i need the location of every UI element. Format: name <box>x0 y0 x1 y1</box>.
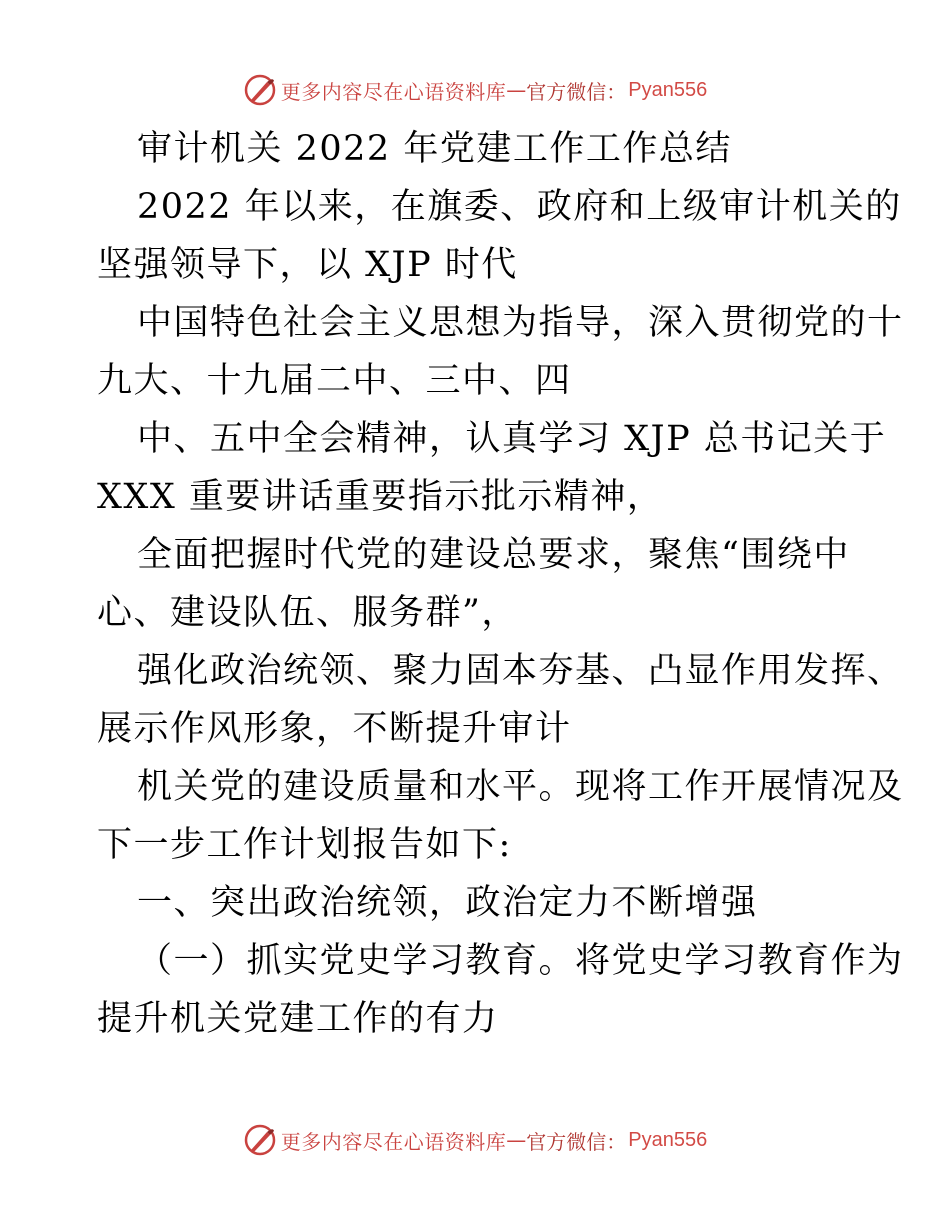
text-line: XXX 重要讲话重要指示批示精神， <box>97 477 664 517</box>
watermark-footer <box>0 1120 950 1160</box>
text-line: 强化政治统领、聚力固本夯基、凸显作用发挥、 <box>137 651 904 691</box>
text-line: 提升机关党建工作的有力 <box>97 999 499 1039</box>
watermark-wechat-id: Pyan556 <box>628 1128 708 1151</box>
watermark-header <box>0 70 950 110</box>
watermark-official-label: 官方微信： <box>526 79 627 104</box>
text-line: （一）抓实党史学习教育。将党史学习教育作为 <box>137 941 904 981</box>
text-line: 下一步工作计划报告如下: <box>97 825 512 865</box>
text-line: 全面把握时代党的建设总要求，聚焦“围绕中 <box>137 535 850 575</box>
watermark-dash: — <box>506 78 527 102</box>
text-line: 展示作风形象，不断提升审计 <box>97 709 572 749</box>
watermark-official-label: 官方微信： <box>526 1129 627 1154</box>
text-line: 心、建设队伍、服务群”， <box>97 593 518 633</box>
text-line: 审计机关 2022 年党建工作工作总结 <box>137 129 732 169</box>
document-body <box>97 120 904 1048</box>
text-line: 2022 年以来，在旗委、政府和上级审计机关的 <box>137 187 902 227</box>
quill-logo-icon <box>243 1123 277 1157</box>
watermark-text: 更多内容尽在心语资料库 <box>280 1129 507 1154</box>
text-line: 中国特色社会主义思想为指导，深入贯彻党的十 <box>137 303 904 343</box>
text-line: 九大、十九届二中、三中、四 <box>97 361 572 401</box>
watermark-text: 更多内容尽在心语资料库 <box>280 79 507 104</box>
watermark-dash: — <box>506 1128 527 1152</box>
text-line: 一、突出政治统领，政治定力不断增强 <box>137 883 758 923</box>
text-line: 中、五中全会精神，认真学习 XJP 总书记关于 <box>137 419 887 459</box>
text-line: 机关党的建设质量和水平。现将工作开展情况及 <box>137 767 904 807</box>
text-line: 坚强领导下，以 XJP 时代 <box>97 245 518 285</box>
quill-logo-icon <box>243 73 277 107</box>
watermark-wechat-id: Pyan556 <box>628 78 708 101</box>
